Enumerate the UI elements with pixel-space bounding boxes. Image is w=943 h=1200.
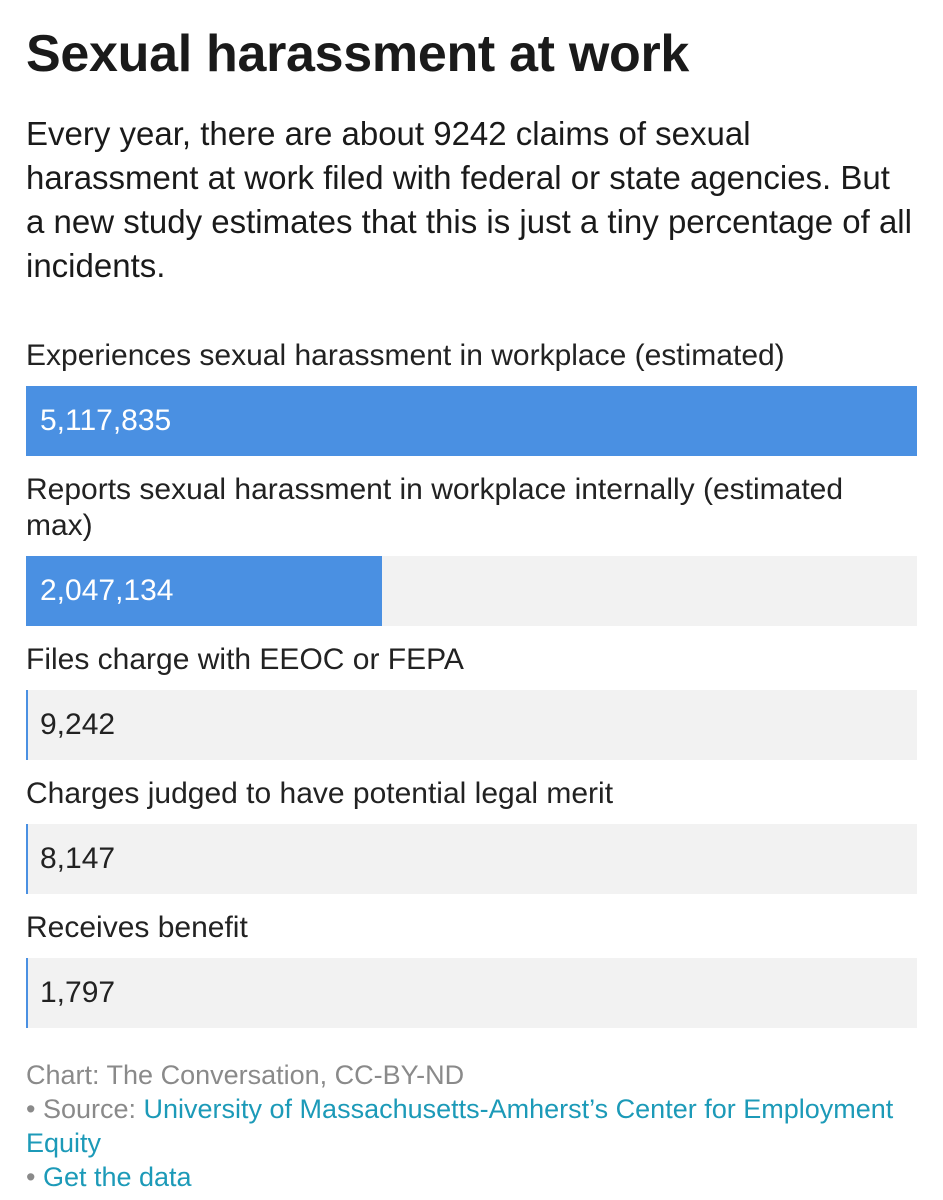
bar-row [26,642,917,760]
bar-value-label: 1,797 [40,976,116,1009]
bar-value-label: 5,117,835 [40,404,172,437]
bar-value-label: 2,047,134 [40,574,174,607]
bar-row [26,776,917,894]
bar-chart [26,338,917,1028]
bar [26,824,28,894]
bar-category-label: Receives benefit [26,911,248,944]
bar [26,690,28,760]
bar-category-label: Files charge with EEOC or FEPA [26,643,464,676]
source-link[interactable]: University of Massachusetts-Amherst’s Center for Employment Equity [26,1094,894,1158]
bar-category-label: Experiences sexual harassment in workplace (estimated) [26,339,785,372]
bar-row [26,910,917,1028]
bar-value-label: 9,242 [40,708,116,741]
bar-track [26,386,917,456]
source-prefix: • Source: [26,1094,144,1124]
chart-footer [26,1058,917,1194]
bar-category-label: Charges judged to have potential legal merit [26,777,614,810]
bar-track [26,556,917,626]
bar-track [26,958,917,1028]
bar-row [26,338,917,456]
get-data-line [26,1160,917,1194]
bar-track [26,690,917,760]
bar-track [26,824,917,894]
get-the-data-link[interactable]: Get the data [42,1162,192,1192]
get-data-prefix: • [26,1162,43,1192]
chart-title: Sexual harassment at work [26,25,690,83]
bar-value-label: 8,147 [40,842,116,875]
chart-subtitle: Every year, there are about 9242 claims of sexual harassment at work filed with federal or state agencies. But a new study estimates that this is just a tiny percentage of all incidents. [26,115,912,284]
bar [26,958,28,1028]
chart-container [26,22,917,1194]
bar-row [26,472,917,626]
chart-credit: Chart: The Conversation, CC-BY-ND [26,1060,465,1090]
bar-category-label: Reports sexual harassment in workplace internally (estimated max) [26,473,844,542]
source-line [26,1092,917,1160]
